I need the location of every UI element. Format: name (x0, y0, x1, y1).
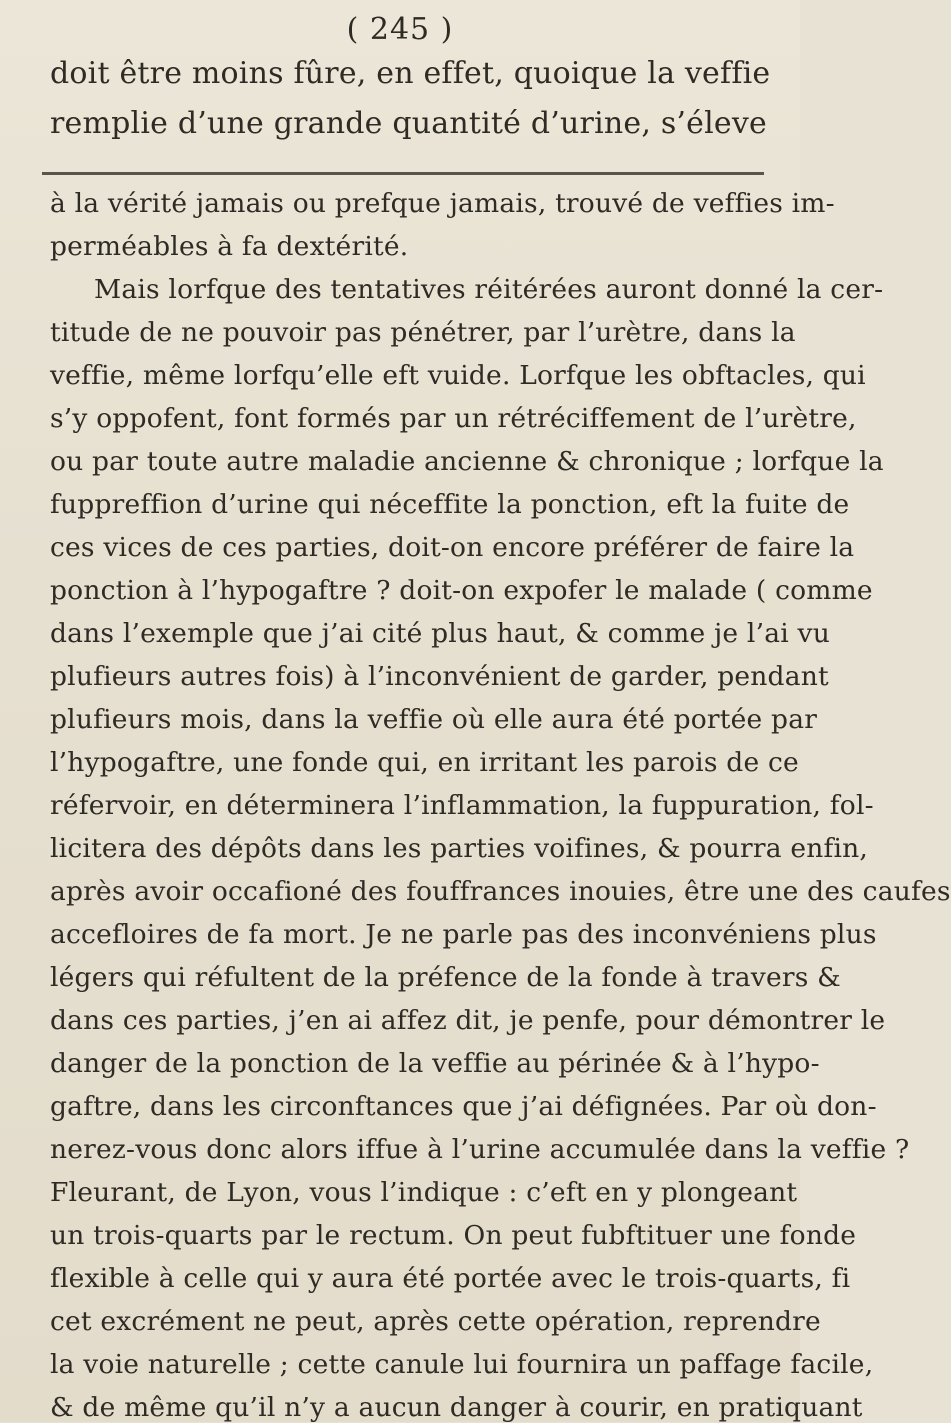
text-line-21: danger de la ponction de la veffie au périnée & à l’hypo- (50, 1048, 820, 1079)
text-line-26: flexible à celle qui y aura été portée avec le trois-quarts, fi (50, 1263, 851, 1294)
text-line-6: s’y oppofent, font formés par un rétréciffement de l’urètre, (50, 403, 857, 434)
text-line-12: plufieurs autres fois) à l’inconvénient de garder, pendant (50, 661, 829, 692)
text-line-8: fuppreffion d’urine qui néceffite la ponction, eft la fuite de (50, 489, 850, 520)
text-line-20: dans ces parties, j’en ai affez dit, je penfe, pour démontrer le (50, 1005, 886, 1036)
text-line-16: licitera des dépôts dans les parties voifines, & pourra enfin, (50, 833, 869, 864)
text-line-29: & de même qu’il n’y a aucun danger à courir, en pratiquant (50, 1392, 863, 1423)
page-number: ( 245 ) (346, 12, 454, 47)
text-line-4: titude de ne pouvoir pas pénétrer, par l’urètre, dans la (50, 317, 796, 348)
text-line-17: après avoir occafioné des fouffrances inouies, être une des caufes (50, 876, 951, 907)
top-line-1: doit être moins fûre, en effet, quoique la veffie (50, 56, 771, 91)
top-line-2: remplie d’une grande quantité d’urine, s’éleve (50, 106, 767, 141)
text-line-27: cet excrément ne peut, après cette opération, reprendre (50, 1306, 821, 1337)
text-line-22: gaftre, dans les circonftances que j’ai défignées. Par où don- (50, 1091, 877, 1122)
text-line-10: ponction à l’hypogaftre ? doit-on expofer le malade ( comme (50, 575, 873, 606)
text-line-11: dans l’exemple que j’ai cité plus haut, & comme je l’ai vu (50, 618, 830, 649)
text-line-23: nerez-vous donc alors iffue à l’urine accumulée dans la veffie ? (50, 1134, 910, 1165)
text-line-3: Mais lorfque des tentatives réitérées auront donné la cer- (94, 274, 884, 305)
text-line-1: à la vérité jamais ou prefque jamais, trouvé de veffies im- (50, 188, 835, 219)
text-line-13: plufieurs mois, dans la veffie où elle aura été portée par (50, 704, 818, 735)
text-line-14: l’hypogaftre, une fonde qui, en irritant les parois de ce (50, 747, 799, 778)
text-line-18: accefloires de fa mort. Je ne parle pas des inconvéniens plus (50, 919, 877, 950)
text-line-2: perméables à fa dextérité. (50, 231, 409, 262)
text-line-25: un trois-quarts par le rectum. On peut fubftituer une fonde (50, 1220, 857, 1251)
text-line-19: légers qui réfultent de la préfence de la fonde à travers & (50, 962, 841, 993)
text-line-9: ces vices de ces parties, doit-on encore préférer de faire la (50, 532, 855, 563)
text-line-7: ou par toute autre maladie ancienne & chronique ; lorfque la (50, 446, 884, 477)
text-line-28: la voie naturelle ; cette canule lui fournira un paffage facile, (50, 1349, 874, 1380)
text-line-15: réfervoir, en déterminera l’inflammation, la fuppuration, fol- (50, 790, 874, 821)
text-line-5: veffie, même lorfqu’elle eft vuide. Lorfque les obftacles, qui (50, 360, 866, 391)
text-line-24: Fleurant, de Lyon, vous l’indique : c’eft en y plongeant (50, 1177, 798, 1208)
